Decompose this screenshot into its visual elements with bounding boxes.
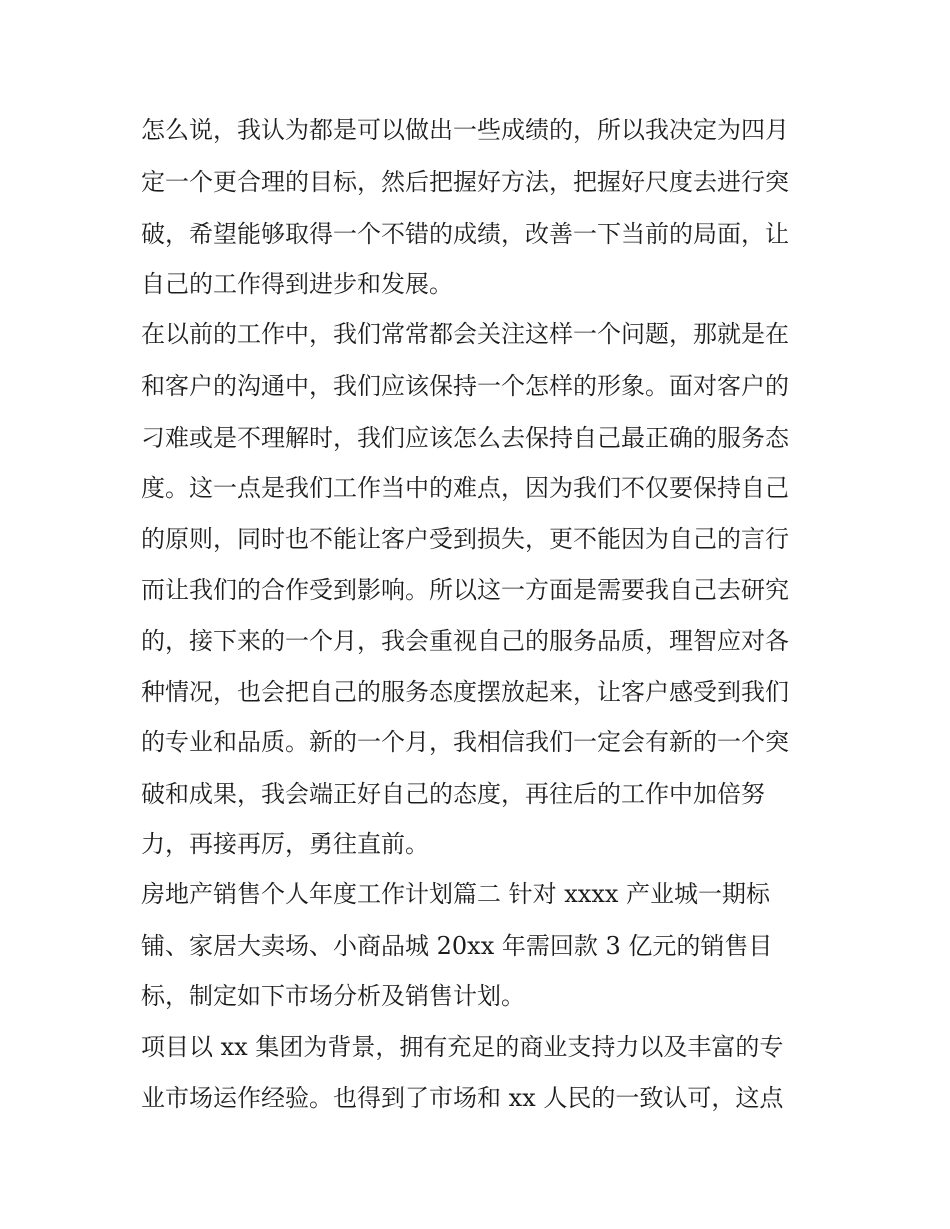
text-line: 定一个更合理的目标，然后把握好方法，把握好尺度去进行突: [141, 168, 789, 196]
text-line: 和客户的沟通中，我们应该保持一个怎样的形象。面对客户的: [141, 372, 789, 400]
text-line: 度。这一点是我们工作当中的难点，因为我们不仅要保持自己: [141, 474, 789, 502]
text-line: 业市场运作经验。也得到了市场和 xx 人民的一致认可，这点: [141, 1084, 784, 1112]
text-line: 在以前的工作中，我们常常都会关注这样一个问题，那就是在: [141, 320, 789, 348]
text-line: 力，再接再厉，勇往直前。: [141, 830, 429, 858]
text-line: 的原则，同时也不能让客户受到损失，更不能因为自己的言行: [141, 525, 789, 553]
text-line: 种情况，也会把自己的服务态度摆放起来，让客户感受到我们: [141, 678, 789, 706]
text-line: 标，制定如下市场分析及销售计划。: [141, 982, 525, 1010]
text-line: 房地产销售个人年度工作计划篇二 针对 xxxx 产业城一期标: [141, 880, 771, 908]
text-line: 而让我们的合作受到影响。所以这一方面是需要我自己去研究: [141, 576, 789, 604]
text-line: 刁难或是不理解时，我们应该怎么去保持自己最正确的服务态: [141, 424, 789, 452]
text-line: 破和成果，我会端正好自己的态度，再往后的工作中加倍努: [141, 780, 765, 808]
text-line: 铺、家居大卖场、小商品城 20xx 年需回款 3 亿元的销售目: [141, 932, 773, 960]
text-line: 的，接下来的一个月，我会重视自己的服务品质，理智应对各: [141, 627, 789, 655]
text-line: 项目以 xx 集团为背景，拥有充足的商业支持力以及丰富的专: [141, 1033, 784, 1061]
text-line: 破，希望能够取得一个不错的成绩，改善一下当前的局面，让: [141, 220, 789, 248]
text-line: 怎么说，我认为都是可以做出一些成绩的，所以我决定为四月: [141, 116, 789, 144]
text-line: 自己的工作得到进步和发展。: [141, 270, 453, 298]
text-line: 的专业和品质。新的一个月，我相信我们一定会有新的一个突: [141, 728, 789, 756]
